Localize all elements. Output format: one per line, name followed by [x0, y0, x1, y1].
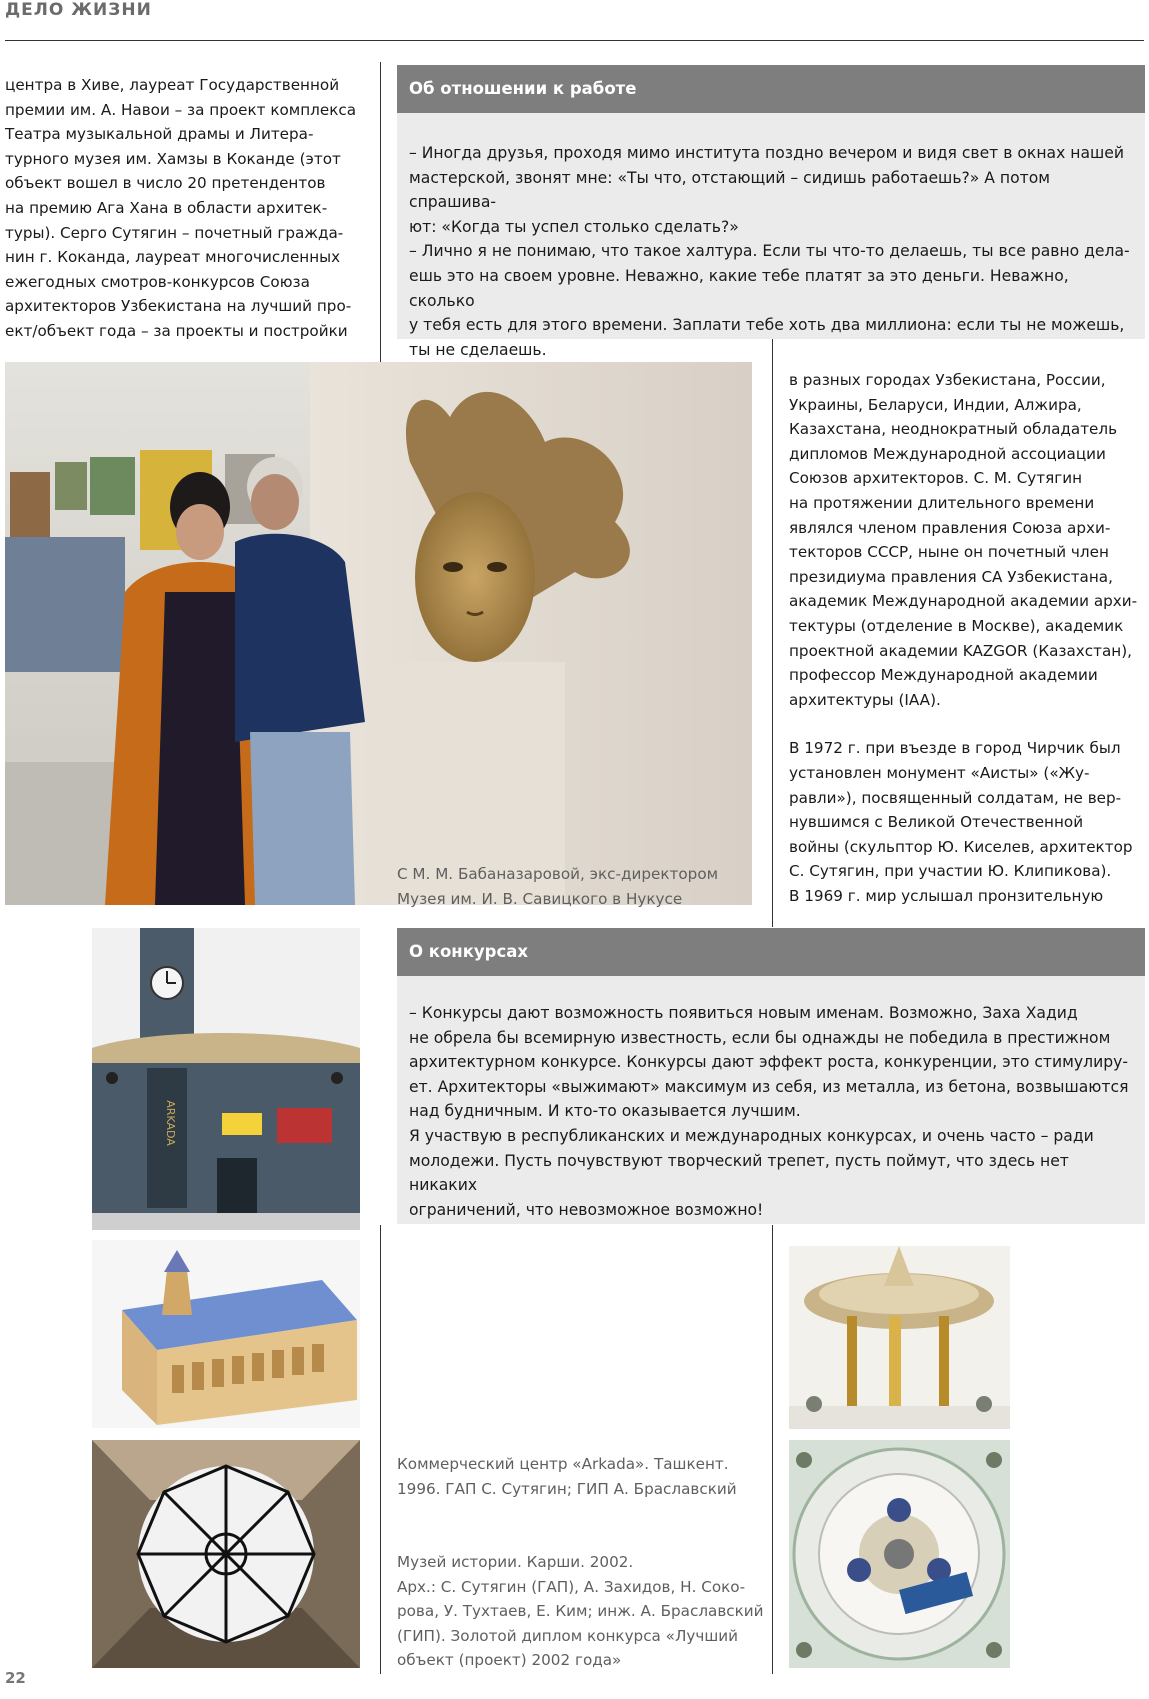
- arkada-image: [92, 928, 360, 1230]
- paragraph: в разных городах Узбекистана, России, Украины, Беларуси, Индии, Алжира, Казахстана, неоднократный обладатель дипломов Международной ассоциации Союзов архитекторов. С. М. Сутягин на протяжении длительного времени являлся членом правления Союза архи- текторов СССР, ныне он почетный член президиума правления СА Узбекистана, академик Международной академии архи- тектуры (отделение в Москве), академик проектной академии KAZGOR (Казахстан), профессор Международной академии архитектуры (IAA).: [789, 371, 1138, 709]
- photo-arkada: [92, 928, 360, 1230]
- photo-museum-model: [92, 1240, 360, 1428]
- header-rule: [5, 40, 1144, 41]
- paragraph: центра в Хиве, лауреат Государственной премии им. А. Навои – за проект комплекса Театра музыкальной драмы и Литера- турного музея им. Хамзы в Коканде (этот объект вошел в число 20 претендентов на премию Ага Хана в области архитек- туры). Серго Сутягин – почетный гражда- нин г. Коканда, лауреат многочисленных ежегодных смотров-конкурсов Союза архитекторов Узбекистана на лучший про- ект/объект года – за проекты и постройки: [5, 76, 357, 340]
- tower-model-image: [789, 1246, 1010, 1429]
- portrait-sculpture-image: [5, 362, 752, 905]
- paragraph: В 1972 г. при въезде в город Чирчик был установлен монумент «Аисты» («Жу- равли»), посвященный солдатам, не вер- нувшимся с Великой Отечественной войны (скульптор Ю. Киселев, архитектор С. Сутягин, при участии Ю. Клипикова). В 1969 г. мир услышал пронзительную: [789, 739, 1133, 905]
- body-text-left-top: [5, 73, 375, 344]
- caption-museum: Музей истории. Карши. 2002. Арх.: С. Сутягин (ГАП), А. Захидов, Н. Соко- рова, У. Тухтаев, Е. Ким; инж. А. Браславский (ГИП). Золотой диплом конкурса «Лучший объект (проект) 2002 года»: [397, 1553, 764, 1670]
- quote-box-body: [397, 976, 1145, 1222]
- page-number: 22: [5, 1669, 26, 1687]
- column-divider-right: [772, 338, 773, 927]
- arkada-sign-text: ARKADA: [164, 1100, 177, 1146]
- skylight-image: [92, 1440, 360, 1668]
- body-text-right-mid: [789, 368, 1149, 908]
- plan-model-image: [789, 1440, 1010, 1668]
- quote-box-title: Об отношении к работе: [397, 65, 1145, 113]
- quote-text: – Иногда друзья, проходя мимо института поздно вечером и видя свет в окнах нашей мастерской, звонят мне: «Ты что, отстающий – сидишь работаешь?» А потом спрашива- ют: «Когда ты успел столько сделать?» – Лично я не понимаю, что такое халтура. Если ты что-то делаешь, ты все равно дела- ешь это на своем уровне. Неважно, какие тебе платят за это деньги. Неважно, сколько у тебя есть для этого времени. Заплати тебе хоть два миллиона: если ты не можешь, ты не сделаешь.: [409, 144, 1130, 359]
- photo-skylight: [92, 1440, 360, 1668]
- photo-plan-model: [789, 1440, 1010, 1668]
- museum-model-image: [92, 1240, 360, 1428]
- photo-tower-model: [789, 1246, 1010, 1429]
- section-title: ДЕЛО ЖИЗНИ: [5, 0, 152, 20]
- photo-portrait-sculpture: [5, 362, 752, 905]
- quote-text: – Конкурсы дают возможность появиться новым именам. Возможно, Заха Хадид не обрела бы всемирную известность, если бы однажды не победила в престижном архитектурном конкурсе. Конкурсы дают эффект роста, конкуренции, это стимулиру- ет. Архитекторы «выжимают» максимум из себя, из металла, из бетона, возвышаются над будничным. И кто-то оказывается лучшим. Я участвую в республиканских и международных конкурсах, и очень часто – ради молодежи. Пусть почувствуют творческий трепет, пусть поймут, что здесь нет никаких ограничений, что невозможное возможно!: [409, 1004, 1129, 1219]
- quote-box-contests: [397, 928, 1145, 1224]
- column-divider-top: [380, 62, 381, 363]
- quote-box-body: [397, 113, 1145, 362]
- caption-arkada: Коммерческий центр «Arkada». Ташкент. 1996. ГАП С. Сутягин; ГИП А. Браславский: [397, 1455, 737, 1498]
- quote-box-title: О конкурсах: [397, 928, 1145, 976]
- quote-box-work: [397, 65, 1145, 359]
- caption-portrait: С М. М. Бабаназаровой, экс-директором Музея им. И. В. Савицкого в Нукусе: [397, 865, 719, 908]
- column-divider-bottom-left: [380, 1225, 381, 1674]
